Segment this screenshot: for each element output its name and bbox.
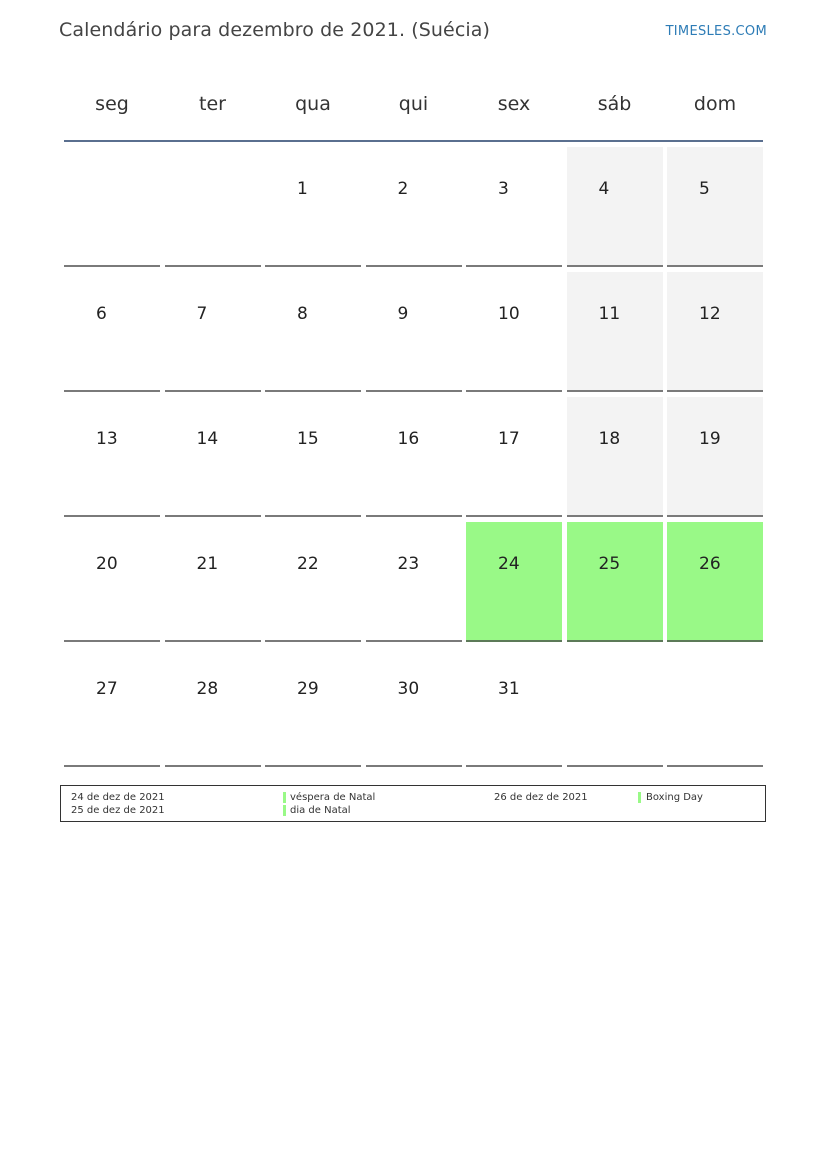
day-number: 21 [196,554,219,574]
day-cell [567,272,663,392]
legend-holiday-name: véspera de Natal [290,792,376,803]
calendar-weeks [64,147,763,767]
holiday-legend [60,785,766,822]
legend-date: 26 de dez de 2021 [494,792,588,803]
holiday-color-swatch [283,792,286,803]
holiday-color-swatch [638,792,641,803]
day-number: 28 [196,679,219,699]
empty-day-cell [64,147,160,267]
day-cell [567,397,663,517]
day-number: 29 [297,679,319,699]
day-number: 22 [297,554,319,574]
weekday-header [64,80,763,140]
day-number: 25 [598,554,621,574]
day-number: 12 [699,304,721,324]
day-number: 13 [96,429,118,449]
day-cell [64,647,160,767]
day-number: 18 [598,429,621,449]
day-cell [567,522,663,642]
day-number: 17 [498,429,520,449]
calendar-week-row [64,397,763,517]
day-cell [366,522,462,642]
day-cell [64,397,160,517]
day-number: 1 [297,179,308,199]
day-cell [165,522,261,642]
day-cell [64,272,160,392]
day-cell [466,522,562,642]
day-number: 23 [397,554,420,574]
day-cell [366,272,462,392]
legend-holiday-name: Boxing Day [646,792,703,803]
weekday-label: qua [295,93,331,115]
day-cell [265,397,361,517]
day-number: 19 [699,429,721,449]
day-cell [667,522,763,642]
header-divider [64,140,763,142]
day-cell [265,147,361,267]
weekday-label: seg [95,93,129,115]
day-cell [366,147,462,267]
page-title: Calendário para dezembro de 2021. (Suécia) [59,19,491,41]
day-number: 20 [96,554,118,574]
day-cell [466,147,562,267]
calendar-week-row [64,647,763,767]
day-cell [366,647,462,767]
day-number: 14 [196,429,219,449]
weekday-label: dom [693,93,737,115]
day-number: 24 [498,554,520,574]
day-cell [667,397,763,517]
day-number: 7 [196,304,208,324]
day-cell [64,522,160,642]
day-number: 27 [96,679,118,699]
day-cell [466,272,562,392]
day-number: 16 [397,429,420,449]
day-cell [265,647,361,767]
day-cell [366,397,462,517]
empty-day-cell [667,647,763,767]
day-number: 9 [397,304,409,324]
day-cell [165,647,261,767]
day-cell [466,397,562,517]
day-number: 6 [96,304,107,324]
day-number: 11 [598,304,621,324]
day-number: 3 [498,179,509,199]
legend-date: 25 de dez de 2021 [71,805,165,816]
day-number: 8 [297,304,308,324]
day-number: 4 [598,179,610,199]
empty-day-cell [165,147,261,267]
weekday-label: qui [398,93,429,115]
day-number: 5 [699,179,710,199]
day-cell [165,272,261,392]
weekday-label: sex [497,93,531,115]
weekday-label: ter [199,93,226,115]
day-number: 10 [498,304,520,324]
brand-link[interactable]: TIMESLES.COM [665,24,767,39]
day-cell [466,647,562,767]
legend-holiday-name: dia de Natal [290,805,351,816]
day-number: 31 [498,679,520,699]
day-number: 15 [297,429,319,449]
day-number: 26 [699,554,721,574]
calendar-week-row [64,272,763,392]
calendar-week-row [64,147,763,267]
empty-day-cell [567,647,663,767]
day-cell [667,272,763,392]
holiday-color-swatch [283,805,286,816]
weekday-label: sáb [597,93,632,115]
legend-date: 24 de dez de 2021 [71,792,165,803]
day-cell [667,147,763,267]
day-number: 30 [397,679,420,699]
day-cell [265,272,361,392]
calendar-grid [64,80,763,772]
day-number: 2 [397,179,409,199]
day-cell [265,522,361,642]
day-cell [165,397,261,517]
calendar-week-row [64,522,763,642]
day-cell [567,147,663,267]
